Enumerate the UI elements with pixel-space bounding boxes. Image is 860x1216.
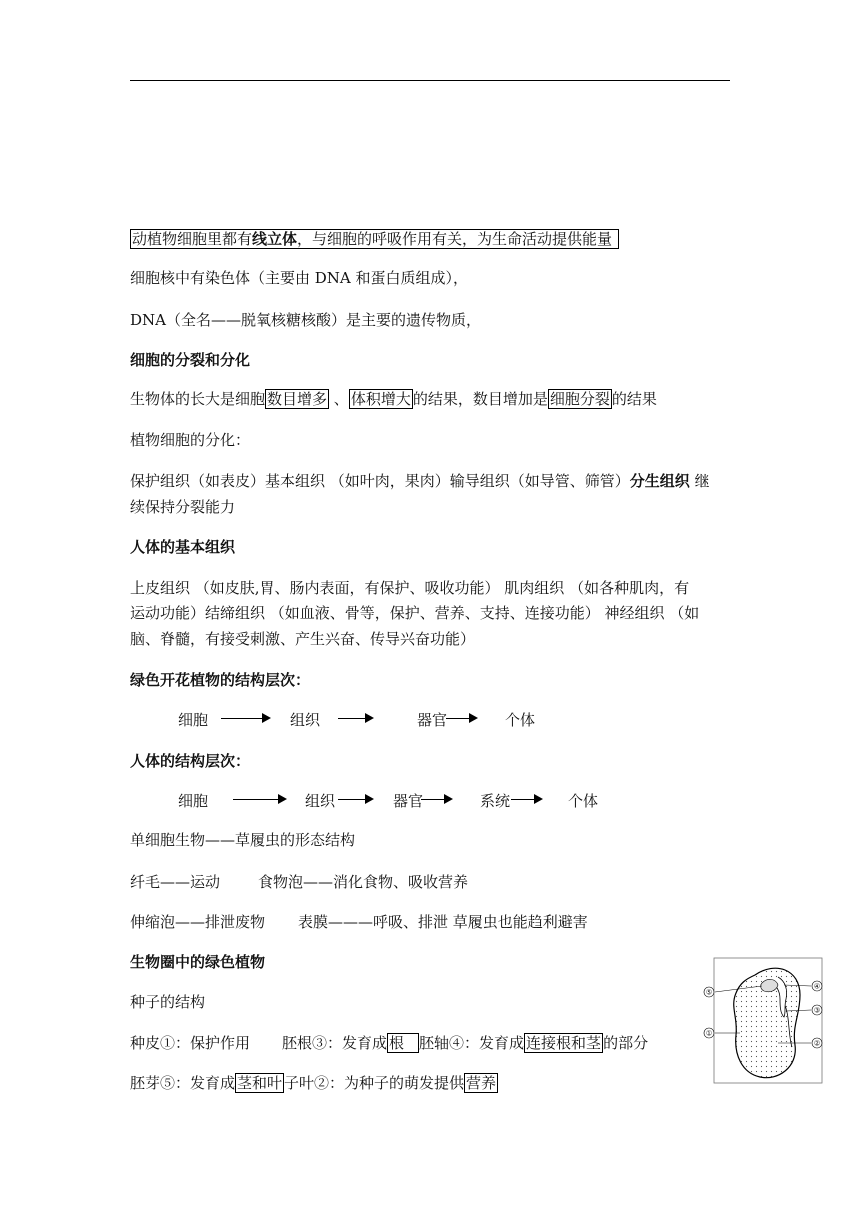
human-level-system: 系统 (480, 792, 511, 810)
label-3: ③ (813, 1006, 821, 1015)
answer-box-nutrition: 营养 (466, 1074, 497, 1092)
plant-level-organ: 器官 (417, 711, 448, 729)
seed-parts-line-2: 胚芽⑤：发育成 茎和叶 子叶②：为种子的萌发提供 营养 (130, 1074, 497, 1092)
human-level-tissue: 组织 (305, 792, 336, 810)
label-2: ② (813, 1039, 821, 1048)
arrow-icon (338, 799, 372, 800)
bean-seed-diagram (700, 955, 830, 1085)
arrow-icon (421, 799, 451, 800)
plant-differentiation-line: 植物细胞的分化： (130, 431, 251, 449)
answer-box-volume: 体积增大 (350, 390, 411, 408)
answer-box-stem-leaf: 茎和叶 (237, 1074, 283, 1092)
plant-level-cell: 细胞 (178, 711, 209, 729)
arrow-icon (446, 718, 476, 719)
arrow-icon (511, 799, 541, 800)
chromosome-line: 细胞核中有染色体（主要由 DNA 和蛋白质组成）， (130, 269, 469, 287)
human-level-organ: 器官 (393, 792, 424, 810)
human-tissues-line-2: 运动功能）结缔组织 （如血液、骨等，保护、营养、支持、连接功能） 神经组织 （如 (130, 604, 700, 622)
heading-green-plants: 生物圈中的绿色植物 (130, 953, 266, 971)
header-rule (130, 80, 730, 81)
growth-line: 生物体的长大是细胞 数目增多 、 体积增大 的结果，数目增加是 细胞分裂 的结果 (130, 390, 657, 408)
mitochondria-box: 动植物细胞里都有线立体，与细胞的呼吸作用有关，为生命活动提供能量 (130, 229, 619, 249)
human-level-cell: 细胞 (178, 792, 209, 810)
label-5: ⑤ (705, 988, 713, 997)
human-level-individual: 个体 (568, 792, 599, 810)
seed-structure-line: 种子的结构 (130, 993, 206, 1011)
answer-box-hypocotyl: 连接根和茎 (526, 1034, 602, 1052)
plant-tissues-line: 保护组织（如表皮）基本组织 （如叶肉，果肉）输导组织（如导管、筛管）分生组织 继 (130, 472, 710, 490)
answer-box-division: 细胞分裂 (549, 390, 610, 408)
heading-human-tissues: 人体的基本组织 (130, 538, 236, 556)
arrow-icon (338, 718, 372, 719)
label-1: ① (705, 1029, 713, 1038)
human-tissues-line-1: 上皮组织 （如皮肤,胃、肠内表面，有保护、吸收功能） 肌肉组织 （如各种肌肉，有 (130, 579, 690, 597)
arrow-icon (233, 799, 285, 800)
plant-tissues-line-2: 续保持分裂能力 (130, 498, 236, 516)
paramecium-heading-line: 单细胞生物——草履虫的形态结构 (130, 831, 356, 849)
heading-cell-division: 细胞的分裂和分化 (130, 351, 251, 369)
answer-box-root: 根 (387, 1033, 419, 1053)
heading-plant-levels: 绿色开花植物的结构层次： (130, 671, 311, 689)
dna-line: DNA（全名——脱氧核糖核酸）是主要的遗传物质， (130, 311, 481, 329)
heading-human-levels: 人体的结构层次： (130, 752, 251, 770)
answer-box-number: 数目增多 (267, 390, 328, 408)
plant-level-tissue: 组织 (290, 711, 321, 729)
human-tissues-line-3: 脑、脊髓，有接受刺激、产生兴奋、传导兴奋功能） (130, 630, 476, 648)
label-4: ④ (813, 982, 821, 991)
arrow-icon (221, 718, 269, 719)
plant-level-individual: 个体 (505, 711, 536, 729)
mitochondria-line (130, 229, 619, 249)
